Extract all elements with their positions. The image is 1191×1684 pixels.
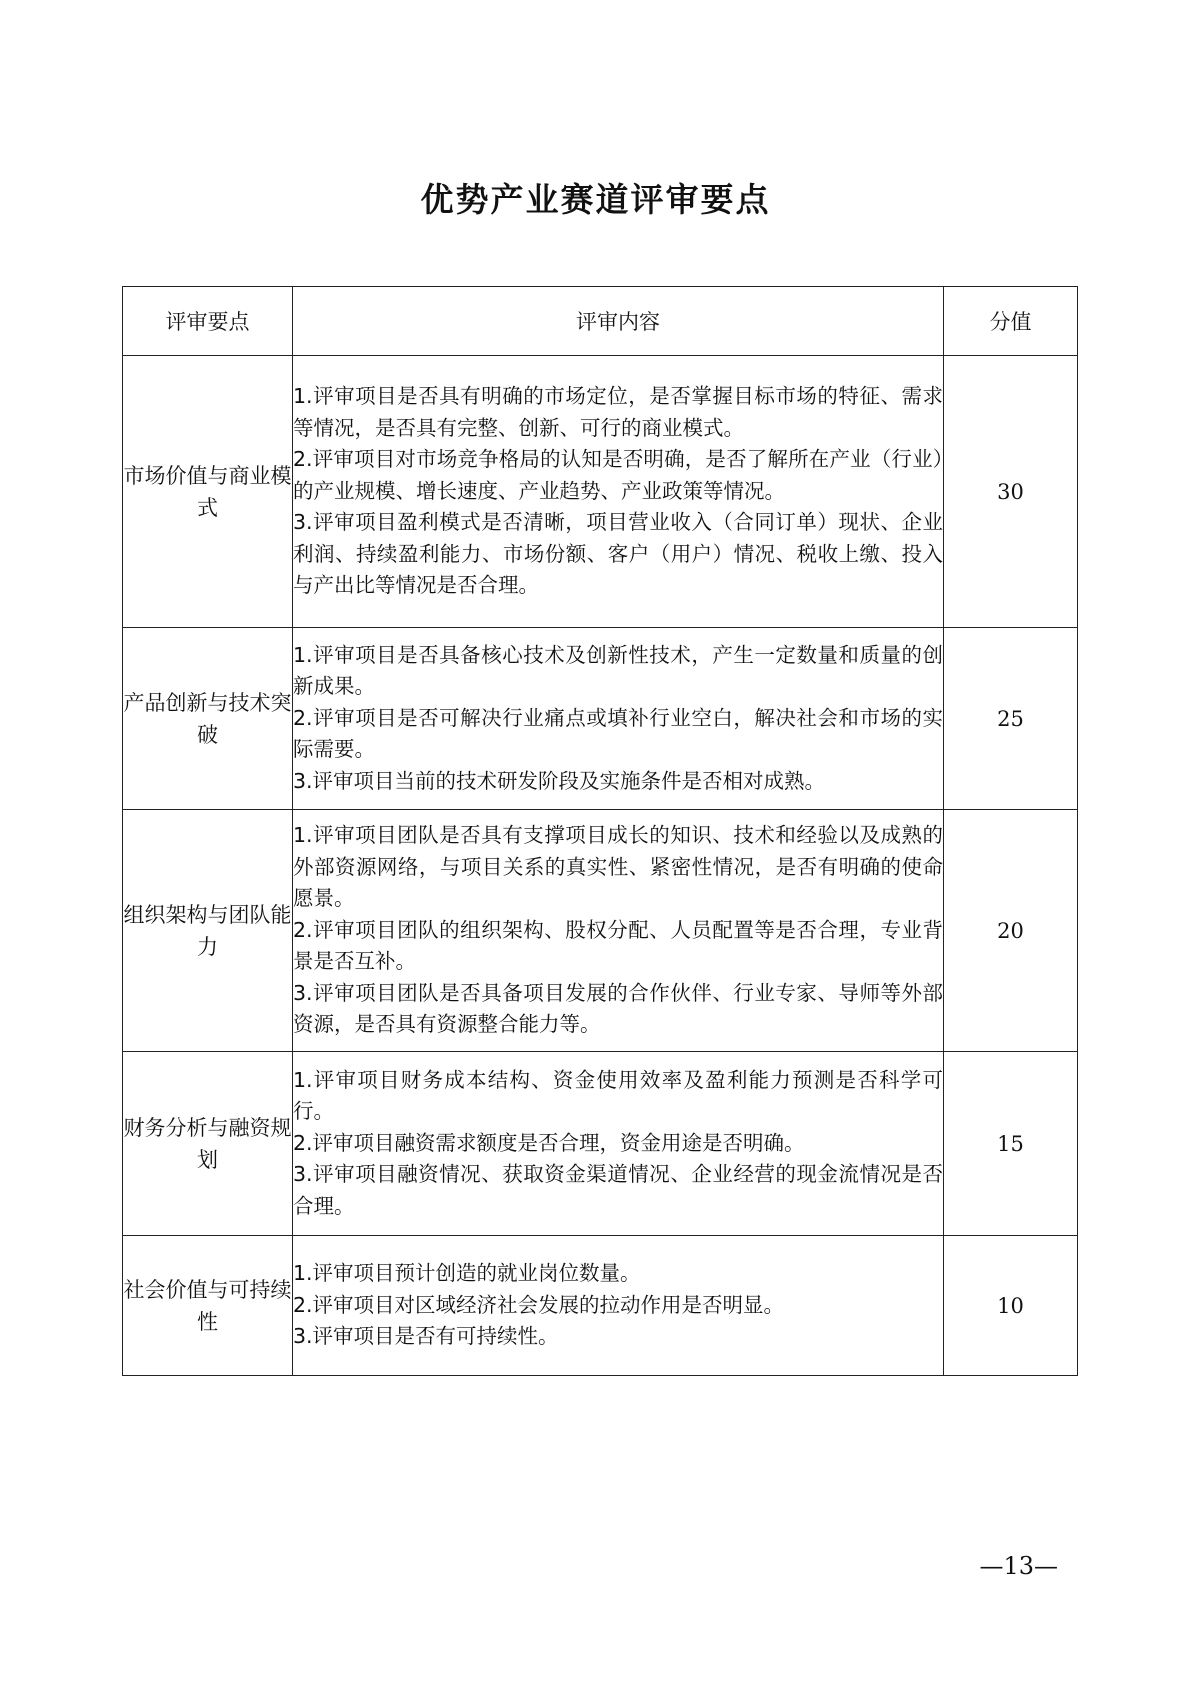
review-content-cell	[293, 628, 944, 810]
review-content-cell	[293, 1236, 944, 1376]
content-item: 3.评审项目是否有可持续性。	[293, 1324, 559, 1349]
content-item: 2.评审项目对区域经济社会发展的拉动作用是否明显。	[293, 1292, 785, 1317]
table-row	[123, 628, 1078, 810]
content-item: 1.评审项目团队是否具有支撑项目成长的知识、技术和经验以及成熟的外部资源网络，与项目关系的真实性、紧密性情况，是否有明确的使命愿景。	[293, 823, 943, 911]
table-row	[123, 1236, 1078, 1376]
content-item: 2.评审项目融资需求额度是否合理，资金用途是否明确。	[293, 1130, 805, 1155]
review-point-cell: 市场价值与商业模式	[123, 356, 293, 628]
header-review-content: 评审内容	[293, 287, 944, 356]
header-review-point: 评审要点	[123, 287, 293, 356]
review-point-cell: 财务分析与融资规划	[123, 1052, 293, 1236]
content-item: 3.评审项目融资情况、获取资金渠道情况、企业经营的现金流情况是否合理。	[293, 1162, 943, 1218]
score-cell: 20	[944, 810, 1078, 1052]
review-point-cell: 社会价值与可持续性	[123, 1236, 293, 1376]
content-item: 1.评审项目财务成本结构、资金使用效率及盈利能力预测是否科学可行。	[293, 1067, 943, 1124]
table-header-row	[123, 287, 1078, 356]
score-cell: 30	[944, 356, 1078, 628]
score-cell: 10	[944, 1236, 1078, 1376]
header-score: 分值	[944, 287, 1078, 356]
content-item: 3.评审项目当前的技术研发阶段及实施条件是否相对成熟。	[293, 768, 826, 793]
review-point-cell: 组织架构与团队能力	[123, 810, 293, 1052]
review-criteria-table	[122, 286, 1078, 1376]
content-item: 2.评审项目对市场竞争格局的认知是否明确，是否了解所在产业（行业）的产业规模、增长速度、产业趋势、产业政策等情况。	[293, 447, 943, 503]
content-item: 3.评审项目团队是否具备项目发展的合作伙伴、行业专家、导师等外部资源，是否具有资源整合能力等。	[293, 980, 943, 1037]
review-point-cell: 产品创新与技术突破	[123, 628, 293, 810]
table-row	[123, 1052, 1078, 1236]
content-item: 2.评审项目团队的组织架构、股权分配、人员配置等是否合理，专业背景是否互补。	[293, 917, 943, 974]
review-content-cell	[293, 810, 944, 1052]
page-title: 优势产业赛道评审要点	[420, 180, 771, 219]
score-cell: 15	[944, 1052, 1078, 1236]
page-number: —13—	[979, 1552, 1058, 1580]
content-item: 1.评审项目预计创造的就业岗位数量。	[293, 1261, 641, 1286]
content-item: 1.评审项目是否具有明确的市场定位，是否掌握目标市场的特征、需求等情况，是否具有完整、创新、可行的商业模式。	[293, 384, 943, 440]
score-cell: 25	[944, 628, 1078, 810]
review-content-cell	[293, 356, 944, 628]
review-content-cell	[293, 1052, 944, 1236]
content-item: 1.评审项目是否具备核心技术及创新性技术，产生一定数量和质量的创新成果。	[293, 642, 943, 699]
table-row	[123, 356, 1078, 628]
content-item: 3.评审项目盈利模式是否清晰，项目营业收入（合同订单）现状、企业利润、持续盈利能力、市场份额、客户（用户）情况、税收上缴、投入与产出比等情况是否合理。	[293, 510, 943, 598]
content-item: 2.评审项目是否可解决行业痛点或填补行业空白，解决社会和市场的实际需要。	[293, 705, 943, 762]
table-row	[123, 810, 1078, 1052]
